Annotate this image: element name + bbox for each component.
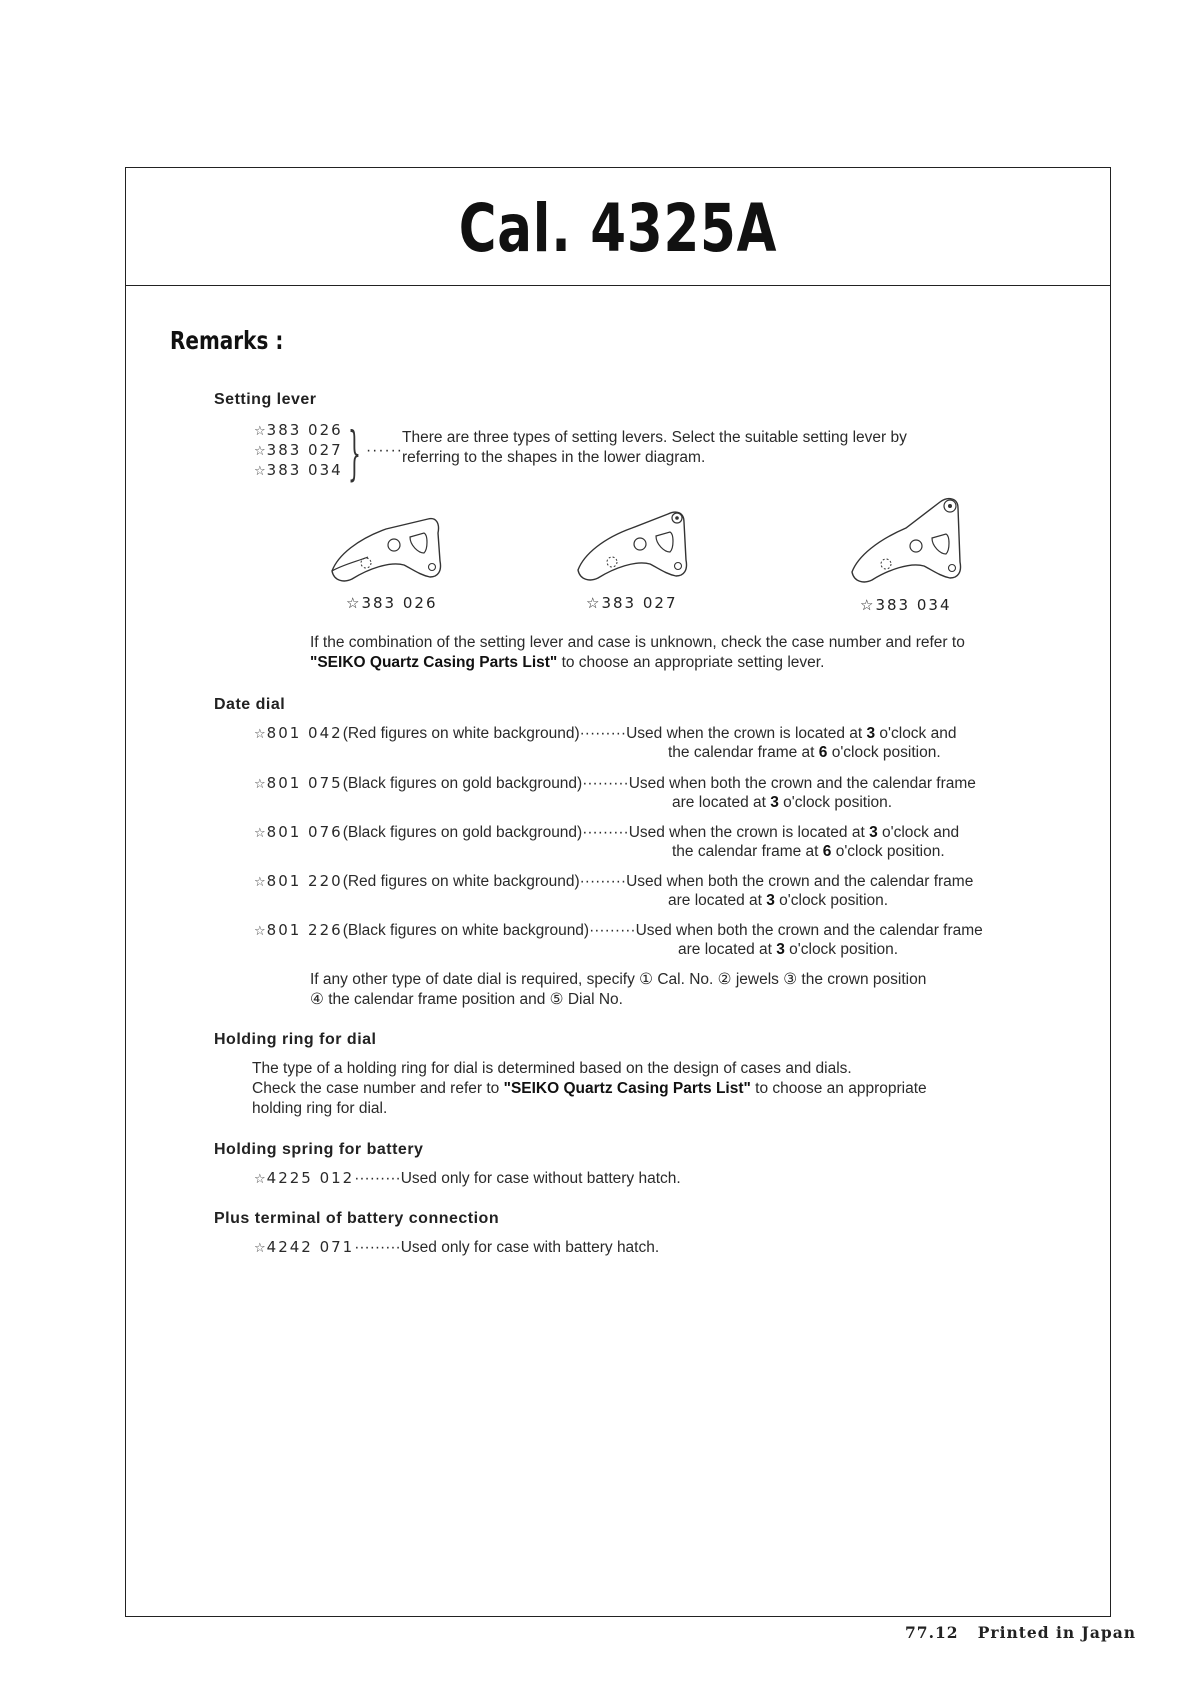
leader-dots: ······ (366, 442, 403, 459)
plus-terminal-heading: Plus terminal of battery connection (214, 1210, 500, 1227)
date-dial-other-line2: ④ the calendar frame position and ⑤ Dial No. (310, 991, 623, 1008)
diagram-label-3: ☆383 034 (860, 596, 952, 614)
setting-lever-note-line1: There are three types of setting levers. Select the suitable setting lever by (402, 429, 907, 446)
date-dial-item-1: ☆801 042(Red figures on white background)·········Used when the crown is located at 3 o'clock and (254, 724, 957, 742)
date-dial-item-4: ☆801 220(Red figures on white background)·········Used when both the crown and the calendar frame (254, 872, 974, 890)
date-dial-other-line1: If any other type of date dial is required, specify ① Cal. No. ② jewels ③ the crown position (310, 971, 927, 988)
page-frame (125, 167, 1111, 1617)
holding-spring-heading: Holding spring for battery (214, 1141, 424, 1158)
date-dial-item-3: ☆801 076(Black figures on gold background)·········Used when the crown is located at 3 o'clock and (254, 823, 960, 841)
date-dial-item-5-line2: are located at 3 o'clock position. (678, 941, 899, 958)
remarks-label: Remarks : (170, 326, 284, 355)
holding-ring-line1: The type of a holding ring for dial is determined based on the design of cases and dials. (252, 1060, 852, 1077)
setting-lever-part-1: ☆383 026 (254, 421, 343, 439)
setting-lever-part-2: ☆383 027 (254, 441, 343, 459)
holding-ring-line3: holding ring for dial. (252, 1100, 388, 1117)
setting-lever-note-line2: referring to the shapes in the lower diagram. (402, 449, 706, 466)
date-dial-heading: Date dial (214, 696, 286, 713)
diagram-label-1: ☆383 026 (346, 594, 438, 612)
date-dial-item-3-line2: the calendar frame at 6 o'clock position. (672, 843, 945, 860)
date-dial-item-2-line2: are located at 3 o'clock position. (672, 794, 893, 811)
setting-lever-diagram-2 (574, 506, 699, 586)
holding-ring-heading: Holding ring for dial (214, 1031, 377, 1048)
combo-line1: If the combination of the setting lever and case is unknown, check the case number and refer to (310, 634, 965, 651)
setting-lever-part-3: ☆383 034 (254, 461, 343, 479)
footer (905, 1623, 1136, 1642)
footer-printed: Printed in Japan (977, 1623, 1137, 1642)
footer-code: 77.12 (905, 1623, 959, 1642)
date-dial-item-2: ☆801 075(Black figures on gold background)·········Used when both the crown and the calendar frame (254, 774, 976, 792)
setting-lever-diagram-3 (848, 494, 973, 588)
plus-terminal-item: ☆4242 071·········Used only for case with battery hatch. (254, 1238, 660, 1256)
page-title: Cal. 4325A (458, 190, 778, 267)
setting-lever-diagram-1 (328, 515, 453, 587)
brace-glyph: } (348, 419, 361, 487)
diagram-label-2: ☆383 027 (586, 594, 678, 612)
date-dial-item-4-line2: are located at 3 o'clock position. (668, 892, 889, 909)
title-band (126, 168, 1110, 286)
date-dial-item-5: ☆801 226(Black figures on white background)·········Used when both the crown and the calendar frame (254, 921, 983, 939)
date-dial-item-1-line2: the calendar frame at 6 o'clock position. (668, 744, 941, 761)
setting-lever-heading: Setting lever (214, 391, 317, 408)
holding-ring-line2: Check the case number and refer to "SEIKO Quartz Casing Parts List" to choose an appropriate (252, 1080, 927, 1097)
combo-line2: "SEIKO Quartz Casing Parts List" to choose an appropriate setting lever. (310, 654, 825, 671)
holding-spring-item: ☆4225 012·········Used only for case without battery hatch. (254, 1169, 681, 1187)
